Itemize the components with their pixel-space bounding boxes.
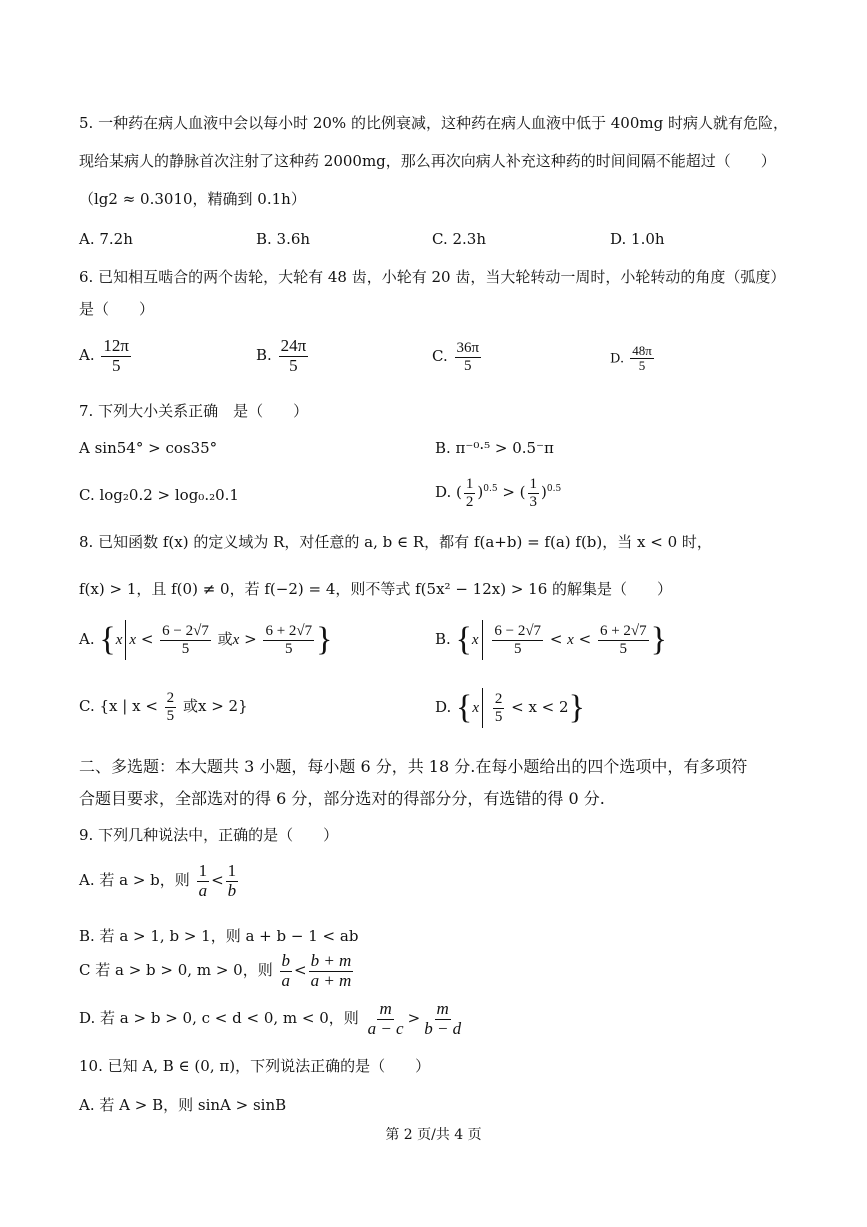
q8-c-text-pre: {x | x <: [99, 697, 158, 715]
q8-a-or: 或: [217, 630, 233, 648]
section2-heading-line2: 合题目要求，全部选对的得 6 分，部分选对的得部分分，有选错的得 0 分.: [79, 789, 605, 808]
q7-option-a: A sin54° > cos35°: [79, 439, 218, 457]
q10-option-a: A. 若 A > B，则 sinA > sinB: [79, 1096, 287, 1114]
q6-a-denominator: 5: [111, 355, 121, 375]
q6-option-b: [256, 337, 310, 375]
q8-a-frac2-num: 6 + 2√7: [265, 623, 313, 639]
q6-d-numerator: 48π: [632, 343, 652, 358]
q6-b-numerator: 24π: [280, 336, 307, 355]
q8-option-d-label: D.: [435, 698, 452, 716]
q9-option-d: D. 若 a > b > 0, c < d < 0, m < 0，则 $\frac{m}{a - c}$ > $\frac{m}{b - d}$: [79, 999, 462, 1038]
q5-line3: （lg2 ≈ 0.3010，精确到 0.1h）: [79, 190, 306, 208]
q6-option-d-label: D.: [610, 351, 625, 367]
q5-option-d: D. 1.0h: [610, 230, 665, 248]
section2-heading-line1: 二、多选题：本大题共 3 小题，每小题 6 分，共 18 分.在每小题给出的四个选项中，有多项符: [79, 757, 748, 776]
q8-c-or: 或: [182, 697, 198, 715]
q8-b-frac1-den: 5: [513, 640, 522, 657]
q8-option-d: D. {x $\frac{2}{5}$ < x < 2}: [435, 689, 585, 726]
q8-line2: f(x) > 1，且 f(0) ≠ 0，若 f(−2) = 4，则不等式 f(5x² − 12x) > 16 的解集是（ ）: [79, 580, 673, 598]
q6-c-denominator: 5: [464, 357, 472, 374]
q10-stem: 10. 已知 A, B ∈ (0, π)，下列说法正确的是（ ）: [79, 1057, 431, 1075]
q5-line1: 5. 一种药在病人血液中会以每小时 20% 的比例衰减，这种药在病人血液中低于 400mg 时病人就有危险，: [79, 114, 788, 132]
q8-option-b-label: B.: [435, 630, 451, 648]
q8-b-frac1-num: 6 − 2√7: [494, 623, 542, 639]
q7-option-c: C. log₂0.2 > log₀.₂0.1: [79, 486, 239, 504]
q8-a-frac1-den: 5: [181, 640, 190, 657]
q9-a-text: A. 若 a > b，则: [79, 871, 190, 890]
q6-c-numerator: 36π: [456, 340, 480, 356]
q8-b-frac2-den: 5: [619, 640, 628, 657]
q6-option-a: [79, 337, 133, 375]
q8-b-frac2-num: 6 + 2√7: [599, 623, 647, 639]
q7-d-frac1-den: 2: [465, 493, 474, 510]
q9-c-text: C 若 a > b > 0, m > 0，则: [79, 961, 273, 980]
q6-option-c: [432, 340, 483, 374]
q9-option-a: A. 若 a > b，则 $\frac{1}{a}$ < $\frac{1}{b}$: [79, 861, 237, 900]
q9-option-b: B. 若 a > 1, b > 1，则 a + b − 1 < ab: [79, 927, 359, 945]
q9-option-c: C 若 a > b > 0, m > 0，则 $\frac{b}{a}$ < $\frac{b + m}{a + m}$: [79, 951, 352, 990]
q8-line1: 8. 已知函数 f(x) 的定义域为 R，对任意的 a, b ∈ R，都有 f(a+b) = f(a) f(b)，当 x < 0 时，: [79, 533, 712, 551]
q6-option-d: [610, 344, 656, 374]
q6-line2: 是（ ）: [79, 300, 155, 318]
q7-d-frac2-den: 3: [529, 493, 538, 510]
q8-d-frac-den: 5: [494, 708, 503, 725]
q6-line1: 6. 已知相互啮合的两个齿轮，大轮有 48 齿，小轮有 20 齿，当大轮转动一周时，小轮转动的角度（弧度）: [79, 268, 786, 286]
q8-c-frac-num: 2: [166, 690, 175, 706]
q8-d-text-post: < x < 2: [511, 698, 569, 716]
q7-option-b: B. π⁻⁰·⁵ > 0.5⁻π: [435, 439, 554, 457]
page-footer: 第 2 页/共 4 页: [385, 1127, 482, 1143]
q7-d-exp2: 0.5: [546, 484, 562, 494]
q8-option-c: [79, 690, 248, 724]
q7-d-exp1: 0.5: [483, 484, 498, 494]
q8-option-b: B. {x $\frac{6 - 2√7}{5}$ < x < $\frac{6 + 2√7}{5}$ }: [435, 621, 667, 658]
q8-option-a-label: A.: [79, 630, 95, 648]
q5-line2: 现给某病人的静脉首次注射了这种药 2000mg，那么再次向病人补充这种药的时间间隔不能超过（ ）: [79, 152, 776, 170]
q8-option-a: A. {x x < $\frac{6 - 2√7}{5}$ 或x > $\frac{6 + 2√7}{5}$ }: [79, 621, 333, 658]
q8-c-frac-den: 5: [166, 707, 175, 724]
q6-a-numerator: 12π: [103, 336, 129, 355]
q6-b-denominator: 5: [289, 355, 298, 375]
q9-d-text: D. 若 a > b > 0, c < d < 0, m < 0，则: [79, 1009, 359, 1028]
q9-stem: 9. 下列几种说法中，正确的是（ ）: [79, 826, 339, 844]
q5-option-b: B. 3.6h: [256, 230, 311, 248]
q5-option-c: C. 2.3h: [432, 230, 486, 248]
q7-option-d-label: D.: [435, 483, 452, 501]
q8-d-frac-num: 2: [494, 691, 503, 707]
q6-option-b-label: B.: [256, 346, 272, 365]
q6-option-a-label: A.: [79, 346, 95, 365]
q6-option-c-label: C.: [432, 347, 448, 365]
q5-option-a: A. 7.2h: [79, 230, 133, 248]
q8-a-frac2-den: 5: [285, 640, 293, 657]
q6-d-denominator: 5: [638, 358, 646, 374]
q8-a-frac1-num: 6 − 2√7: [162, 623, 209, 639]
q7-d-frac1-num: 1: [465, 476, 474, 492]
q8-c-text-post: x > 2}: [197, 697, 248, 715]
q7-stem: 7. 下列大小关系正确 是（ ）: [79, 402, 309, 420]
q7-option-d: D. ( $\frac{1}{2}$ )$^{0.5}$ > ( $\frac{1}{3}$ )$^{0.5}$: [435, 476, 562, 510]
q7-d-frac2-num: 1: [529, 476, 538, 492]
q8-option-c-label: C.: [79, 697, 95, 715]
